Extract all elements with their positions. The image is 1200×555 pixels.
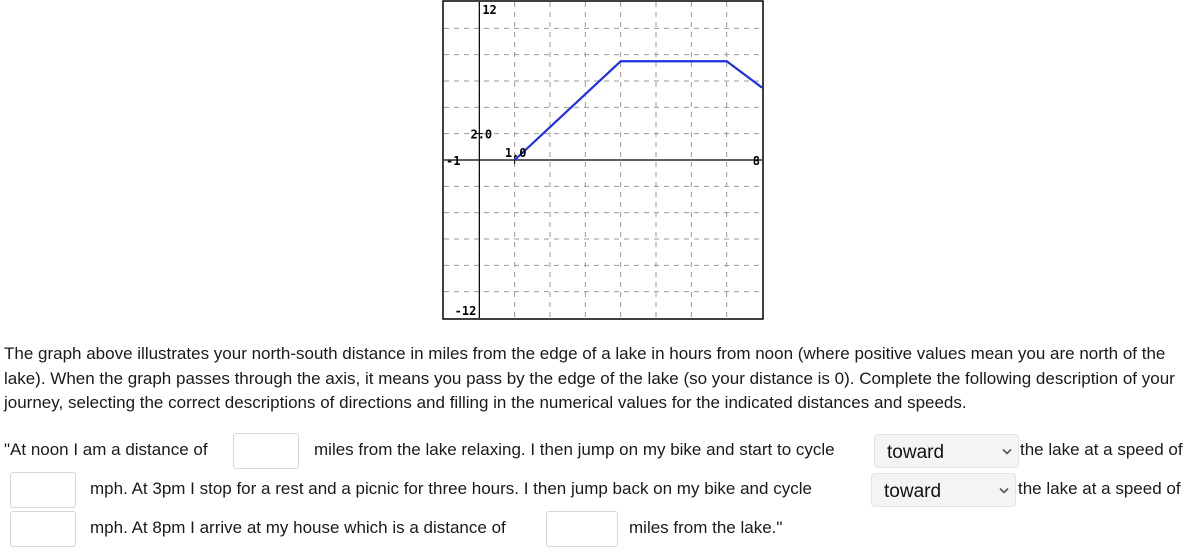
direction-select-value: toward — [887, 442, 945, 463]
journey-line-2 — [0, 471, 1200, 511]
x-axis-max-label: 8 — [752, 154, 760, 168]
problem-description: The graph above illustrates your north-south distance in miles from the edge of a lake in hours from noon (where positive values mean you are north of the lake). When the graph passes through the axis, it means you pass by the edge of the lake (so your distance is 0). Complete the following description of your journey, selecting the correct descriptions of directions and filling in the numerical values for the indicated distances and speeds. — [4, 344, 1175, 412]
journey-line-1 — [0, 432, 1200, 472]
distance-at-noon-input[interactable] — [233, 433, 299, 469]
direction-select-value: toward — [884, 481, 942, 502]
journey-text: the lake at a speed of — [1018, 479, 1181, 498]
y-point-label: 2.0 — [470, 127, 493, 142]
chevron-down-icon — [1002, 448, 1012, 456]
x-axis-min-label: -1 — [446, 154, 461, 168]
y-axis-min-label: -12 — [454, 304, 477, 318]
journey-text: "At noon I am a distance of — [4, 440, 208, 459]
x-point-label: 1.0 — [504, 146, 527, 160]
journey-line-3 — [0, 510, 1200, 550]
journey-text: mph. At 8pm I arrive at my house which is a distance of — [90, 518, 506, 537]
distance-at-8pm-input[interactable] — [546, 511, 618, 547]
journey-text: miles from the lake." — [629, 518, 783, 537]
direction-select-1[interactable] — [874, 434, 1019, 468]
journey-text: mph. At 3pm I stop for a rest and a picnic for three hours. I then jump back on my bike and cycle — [90, 479, 812, 498]
chevron-down-icon — [999, 487, 1009, 495]
direction-select-2[interactable] — [871, 473, 1016, 507]
journey-text: miles from the lake relaxing. I then jump on my bike and start to cycle — [314, 440, 835, 459]
journey-text: the lake at a speed of — [1020, 440, 1183, 459]
graph-canvas — [442, 0, 764, 320]
distance-time-graph — [442, 0, 764, 320]
speed-2-input[interactable] — [10, 511, 76, 547]
series-line — [515, 61, 762, 160]
y-axis-max-label: 12 — [482, 3, 497, 17]
speed-1-input[interactable] — [10, 472, 76, 508]
